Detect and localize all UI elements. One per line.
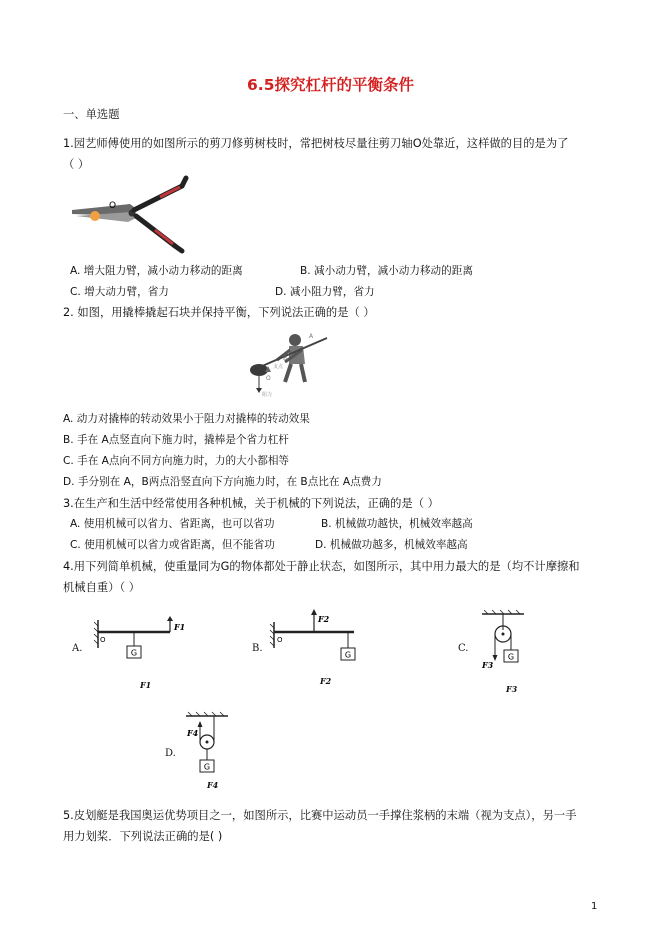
force-label: F3: [482, 660, 494, 670]
q4-stem-line2: 机械自重）（ ）: [63, 581, 141, 594]
q4-stem-line1: 4.用下列简单机械，使重量同为G的物体都处于静止状态，如图所示，其中用力最大的是（均不计摩擦和: [63, 560, 580, 573]
q4-fig-a: [92, 618, 192, 678]
page-number: 1: [591, 901, 598, 912]
q4-fig-a-caption: F1: [140, 680, 152, 690]
weight-label: G: [507, 652, 515, 662]
force-label: F4: [187, 728, 199, 738]
q1-option-c[interactable]: C. 增大动力臂，省力: [70, 286, 169, 298]
force-label: F2: [318, 614, 330, 624]
q3-option-c[interactable]: C. 使用机械可以省力或省距离，但不能省功: [70, 539, 275, 551]
q5-stem-line2: 用力划桨．下列说法正确的是( ): [63, 830, 223, 843]
q4-fig-b-caption: F2: [320, 676, 332, 686]
pivot-label: O: [100, 636, 106, 644]
shears-blades: [72, 204, 138, 222]
label-a: A: [309, 333, 314, 340]
q4-fig-d-caption: F4: [207, 780, 219, 790]
q4-fig-d-option[interactable]: D.: [165, 748, 176, 759]
q1-option-d[interactable]: D. 减小阻力臂，省力: [275, 286, 375, 298]
q2-option-b[interactable]: B. 手在 A点竖直向下施力时，撬棒是个省力杠杆: [63, 434, 289, 446]
label-o: O: [266, 375, 271, 382]
q3-option-d[interactable]: D. 机械做功越多，机械效率越高: [315, 539, 468, 551]
page-title: 6.5探究杠杆的平衡条件: [247, 76, 414, 94]
q4-fig-a-option[interactable]: A.: [72, 643, 83, 654]
q3-stem: 3.在生产和生活中经常使用各种机械，关于机械的下列说法，正确的是（ ）: [63, 497, 439, 510]
label-fulcrum: 支点: [273, 364, 284, 370]
q2-stem: 2. 如图，用撬棒撬起石块并保持平衡，下列说法正确的是（ ）: [63, 306, 375, 319]
q3-option-a[interactable]: A. 使用机械可以省力、省距离，也可以省功: [70, 518, 275, 530]
force-label: F1: [174, 622, 186, 632]
q3-option-b[interactable]: B. 机械做功越快，机械效率越高: [321, 518, 473, 530]
shears-pivot-label: O: [109, 201, 117, 211]
q4-fig-c-option[interactable]: C.: [458, 643, 469, 654]
q1-shears-figure: [70, 172, 210, 257]
q1-option-a[interactable]: A. 增大阻力臂，减小动力移动的距离: [70, 265, 243, 277]
weight-label: G: [203, 762, 211, 772]
q2-option-c[interactable]: C. 手在 A点向不同方向施力时，力的大小都相等: [63, 455, 290, 467]
q1-option-b[interactable]: B. 减小动力臂，减小动力移动的距离: [300, 265, 473, 277]
q4-fig-c-caption: F3: [506, 684, 518, 694]
shears-handles: [134, 178, 186, 251]
q4-fig-b-option[interactable]: B.: [252, 643, 263, 654]
q2-option-d[interactable]: D. 手分别在 A，B两点沿竖直向下方向施力时，在 B点比在 A点费力: [63, 476, 382, 488]
label-resistance: 阻力: [262, 392, 273, 398]
q2-option-a[interactable]: A. 动力对撬棒的转动效果小于阻力对撬棒的转动效果: [63, 413, 310, 425]
q5-stem-line1: 5.皮划艇是我国奥运优势项目之一，如图所示，比赛中运动员一手撑住浆柄的末端（视为支点），另一手: [63, 809, 577, 822]
q4-fig-d: [184, 712, 234, 782]
label-b: B: [283, 355, 288, 362]
q2-crowbar-figure: [245, 330, 335, 400]
weight-label: G: [344, 650, 352, 660]
q4-fig-c: [478, 610, 538, 690]
q1-stem-line1: 1.园艺师傅使用的如图所示的剪刀修剪树枝时，常把树枝尽量往剪刀轴O处靠近，这样做的目的是为了: [63, 137, 569, 150]
q4-fig-b: [268, 604, 368, 668]
section-heading: 一、单选题: [63, 108, 120, 121]
branch-mark: [90, 211, 100, 221]
q1-stem-line2: （ ）: [63, 158, 90, 171]
pivot-label: O: [277, 636, 283, 644]
weight-label: G: [130, 648, 138, 658]
